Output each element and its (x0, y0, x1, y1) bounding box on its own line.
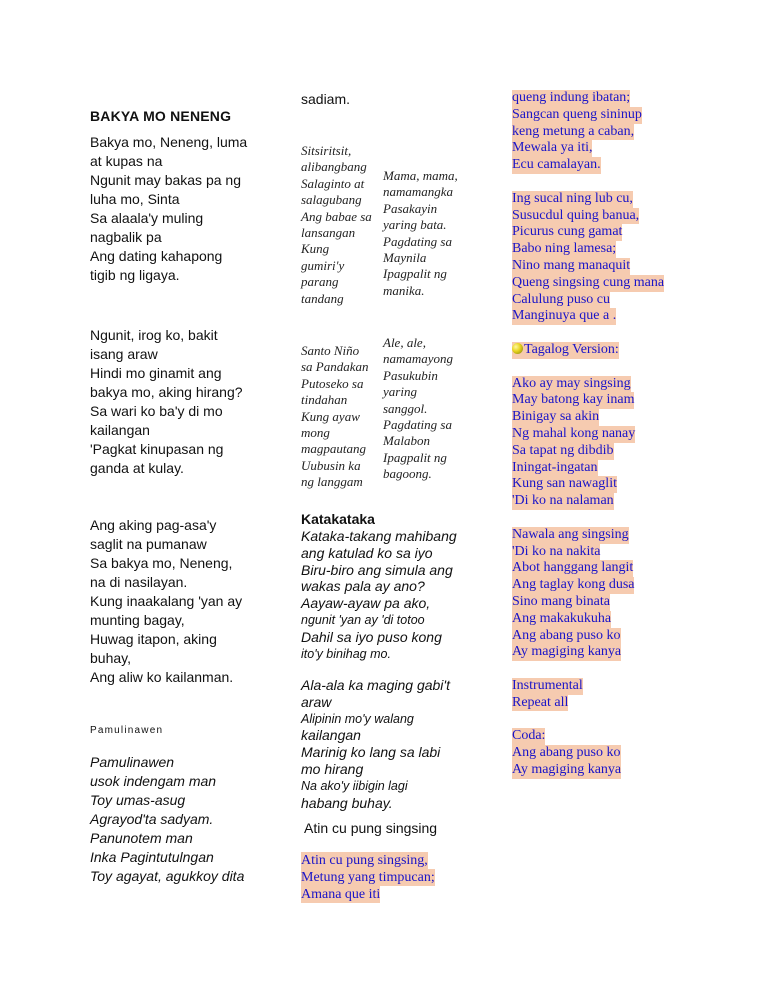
lyric-line: Metung yang timpucan; (301, 870, 435, 885)
lyric-line: Kung san nawaglit (512, 476, 617, 492)
lyric-line: 'Di ko na nakita (512, 543, 601, 559)
lyric-line: Pasukubin (383, 367, 438, 383)
instrumental-note (512, 678, 664, 712)
lyric-line: ngunit 'yan ay 'di totoo (301, 612, 425, 627)
lyric-line: Panunotem man (90, 830, 193, 846)
tagalog-version-text: Tagalog Version: (524, 341, 619, 357)
lyric-line: Repeat all (512, 694, 569, 710)
lyric-line: ng langgam (301, 474, 363, 490)
lyric-line: Na ako'y iibigin lagi (301, 778, 408, 793)
lyric-line: Calulung puso cu (512, 291, 610, 307)
lyric-line: Babo ning lamesa; (512, 241, 617, 257)
lyric-line: nagbalik pa (90, 229, 162, 245)
lyric-line: Ecu camalayan. (512, 157, 601, 173)
mama-stanza (383, 168, 458, 299)
lyric-line: Ing sucal ning lub cu, (512, 190, 633, 206)
lyric-line: Ipagpalit ng (383, 266, 447, 282)
lyric-line: Uubusin ka (301, 457, 361, 473)
lyric-line: Sa tapat ng dibdib (512, 442, 614, 458)
lyric-line: Atin cu pung singsing, (301, 853, 428, 868)
column-3 (512, 90, 664, 779)
lyric-line: Binigay sa akin (512, 409, 600, 425)
song-title-bakya: BAKYA MO NENENG (90, 108, 232, 124)
lyric-line: Inka Pagintutulngan (90, 849, 214, 865)
tagalog-stanza-1 (512, 376, 664, 510)
lyric-line: Sangcan queng sininup (512, 106, 642, 122)
lyric-line: Amana que iti (301, 887, 381, 902)
lyric-line: Toy umas-asug (90, 792, 186, 808)
lyric-line: 'Di ko na nalaman (512, 493, 614, 509)
lyric-line: Santo Niño (301, 343, 360, 358)
lyric-line: Abot hanggang langit (512, 560, 634, 576)
kapampangan-stanza-1 (512, 90, 664, 174)
lyric-line: Malabon (383, 433, 430, 449)
lyric-line: Kung inaakalang 'yan ay (90, 593, 243, 609)
lyric-line: Queng singsing cung mana (512, 274, 665, 290)
lyric-line: tandang (301, 290, 344, 306)
lyric-line: Agrayod'ta sadyam. (90, 811, 214, 827)
lyric-line: Susucdul quing banua, (512, 207, 640, 223)
katakataka-stanza-1 (301, 528, 457, 662)
lyric-line: Dahil sa iyo puso kong (301, 628, 442, 645)
lyric-line: Ang abang puso ko (512, 745, 621, 761)
lyric-line: lansangan (301, 225, 356, 241)
lyric-line: habang buhay. (301, 794, 393, 811)
lyric-line: Alipinin mo'y walang (301, 711, 414, 726)
lyric-line: at kupas na (90, 153, 163, 169)
santo-nino-stanza (301, 343, 369, 491)
lyric-line: alibangbang (301, 159, 367, 175)
lyric-line: Bakya mo, Neneng, luma (90, 134, 248, 150)
lyric-line: Ang aking pag-asa'y (90, 517, 217, 533)
lyric-line: Sa wari ko ba'y di mo (90, 403, 223, 419)
lyric-line: bagoong. (383, 466, 432, 482)
lyric-line: Manginuya que a . (512, 308, 617, 324)
song-title-katakataka: Katakataka (301, 511, 375, 527)
lyric-line: bakya mo, aking hirang? (90, 384, 243, 400)
lyric-line: Ipagpalit ng (383, 449, 447, 465)
lyric-line: queng indung ibatan; (512, 90, 631, 105)
lyric-line: Ala-ala ka maging gabi't (301, 677, 450, 693)
pamulinawen-stanza (90, 753, 244, 886)
kapampangan-stanza-2 (512, 191, 664, 325)
lyric-line: Sa alaala'y muling (90, 210, 204, 226)
lyric-line: kailangan (301, 727, 361, 744)
lyric-line: Instrumental (512, 677, 583, 693)
song-title-pamulinawen: Pamulinawen (90, 725, 164, 736)
lyric-line: Toy agayat, agukkoy dita (90, 868, 245, 884)
lyric-line: gumiri'y (301, 257, 345, 273)
lyric-line: Ang babae sa (301, 208, 372, 224)
bakya-stanza-2 (90, 326, 243, 478)
coda-section (512, 728, 664, 778)
lyric-line: keng metung a caban, (512, 123, 635, 139)
ale-stanza (383, 335, 453, 483)
lyric-line: Picurus cung gamat (512, 224, 623, 240)
lyric-line: yaring (383, 384, 417, 400)
lyric-line: luha mo, Sinta (90, 191, 180, 207)
lyric-line: 'Pagkat kinupasan ng (90, 441, 224, 457)
lyric-line: manika. (383, 282, 425, 298)
lyric-line: kailangan (90, 422, 150, 438)
lyric-line: Marinig ko lang sa labi (301, 744, 441, 761)
lyric-line: Kung (301, 241, 330, 257)
lyric-line: tindahan (301, 392, 348, 408)
lyric-line: Sino mang binata (512, 593, 610, 609)
lyric-line: Pasakayin (383, 200, 438, 216)
lyric-line: Ng mahal kong nanay (512, 425, 636, 441)
sitsiritsit-stanza (301, 143, 372, 307)
lyric-line: Ang taglay kong dusa (512, 577, 635, 593)
lyric-line: Pagdating sa (383, 417, 452, 433)
lyric-line: Hindi mo ginamit ang (90, 365, 222, 381)
lyric-line: ganda at kulay. (90, 460, 184, 476)
lyric-line: namamangka (383, 184, 454, 200)
lyric-line: Pagdating sa (383, 233, 452, 249)
lyric-line: Ale, ale, (383, 335, 426, 350)
lyric-line: Ngunit, irog ko, bakit (90, 327, 218, 343)
lyric-line: Aayaw-ayaw pa ako, (301, 595, 431, 612)
lyric-line: Maynila (383, 250, 427, 266)
lyric-line: na di nasilayan. (90, 574, 188, 590)
lyric-line: yaring bata. (383, 217, 447, 233)
lyric-line: Nawala ang singsing (512, 526, 629, 542)
lyric-line: araw (301, 693, 332, 710)
tagalog-version-label (512, 342, 619, 359)
lyric-line: ito'y binihag mo. (301, 646, 391, 661)
bakya-stanza-3 (90, 516, 242, 687)
atin-stanza (301, 852, 435, 903)
lyric-line: Kataka-takang mahibang (301, 528, 457, 544)
lyric-line: Kung ayaw (301, 408, 360, 424)
lyric-line: Ay magiging kanya (512, 644, 622, 660)
lyric-line: salagubang (301, 192, 362, 208)
continued-lyric: sadiam. (301, 91, 351, 107)
lyric-line: Sa bakya mo, Neneng, (90, 555, 233, 571)
lyric-line: parang (301, 274, 339, 290)
lyric-line: sanggol. (383, 400, 428, 416)
lyric-line: Sitsiritsit, (301, 143, 352, 158)
lyric-line: isang araw (90, 346, 158, 362)
lyric-line: Ay magiging kanya (512, 761, 622, 777)
lyric-line: Putoseko sa (301, 375, 364, 391)
song-title-atin-cu-pung-singsing: Atin cu pung singsing (304, 820, 438, 836)
lyric-line: Ang makakukuha (512, 610, 612, 626)
lyric-line: Coda: (512, 728, 546, 744)
lyric-line: Pamulinawen (90, 754, 175, 770)
lyric-line: Huwag itapon, aking (90, 631, 217, 647)
lyric-line: wakas pala ay ano? (301, 578, 425, 595)
lyric-line: namamayong (383, 351, 454, 367)
katakataka-stanza-2 (301, 677, 450, 811)
lyric-line: saglit na pumanaw (90, 536, 207, 552)
lyric-line: Salaginto at (301, 175, 365, 191)
lyric-line: Mama, mama, (383, 168, 458, 183)
lyric-line: munting bagay, (90, 612, 185, 628)
lyric-line: Ang aliw ko kailanman. (90, 669, 234, 685)
yellow-ball-icon (512, 343, 523, 354)
lyric-line: mong (301, 425, 330, 441)
lyric-line: Nino mang manaquit (512, 257, 631, 273)
lyric-line: May batong kay inam (512, 392, 635, 408)
lyric-line: Ang abang puso ko (512, 627, 621, 643)
lyric-line: magpautang (301, 441, 366, 457)
lyric-line: Ngunit may bakas pa ng (90, 172, 241, 188)
lyric-line: ang katulad ko sa iyo (301, 544, 433, 561)
lyric-line: Biru-biro ang simula ang (301, 561, 453, 578)
lyric-line: Ako ay may singsing (512, 375, 631, 391)
lyric-line: Iningat-ingatan (512, 459, 598, 475)
bakya-stanza-1 (90, 133, 247, 285)
lyric-line: sa Pandakan (301, 359, 369, 375)
lyric-line: Ang dating kahapong (90, 248, 223, 264)
lyric-line: Mewala ya iti, (512, 140, 593, 156)
lyric-line: usok indengam man (90, 773, 217, 789)
tagalog-stanza-2 (512, 527, 664, 661)
lyric-line: mo hirang (301, 760, 364, 777)
lyric-line: tigib ng ligaya. (90, 267, 180, 283)
lyric-line: buhay, (90, 650, 131, 666)
